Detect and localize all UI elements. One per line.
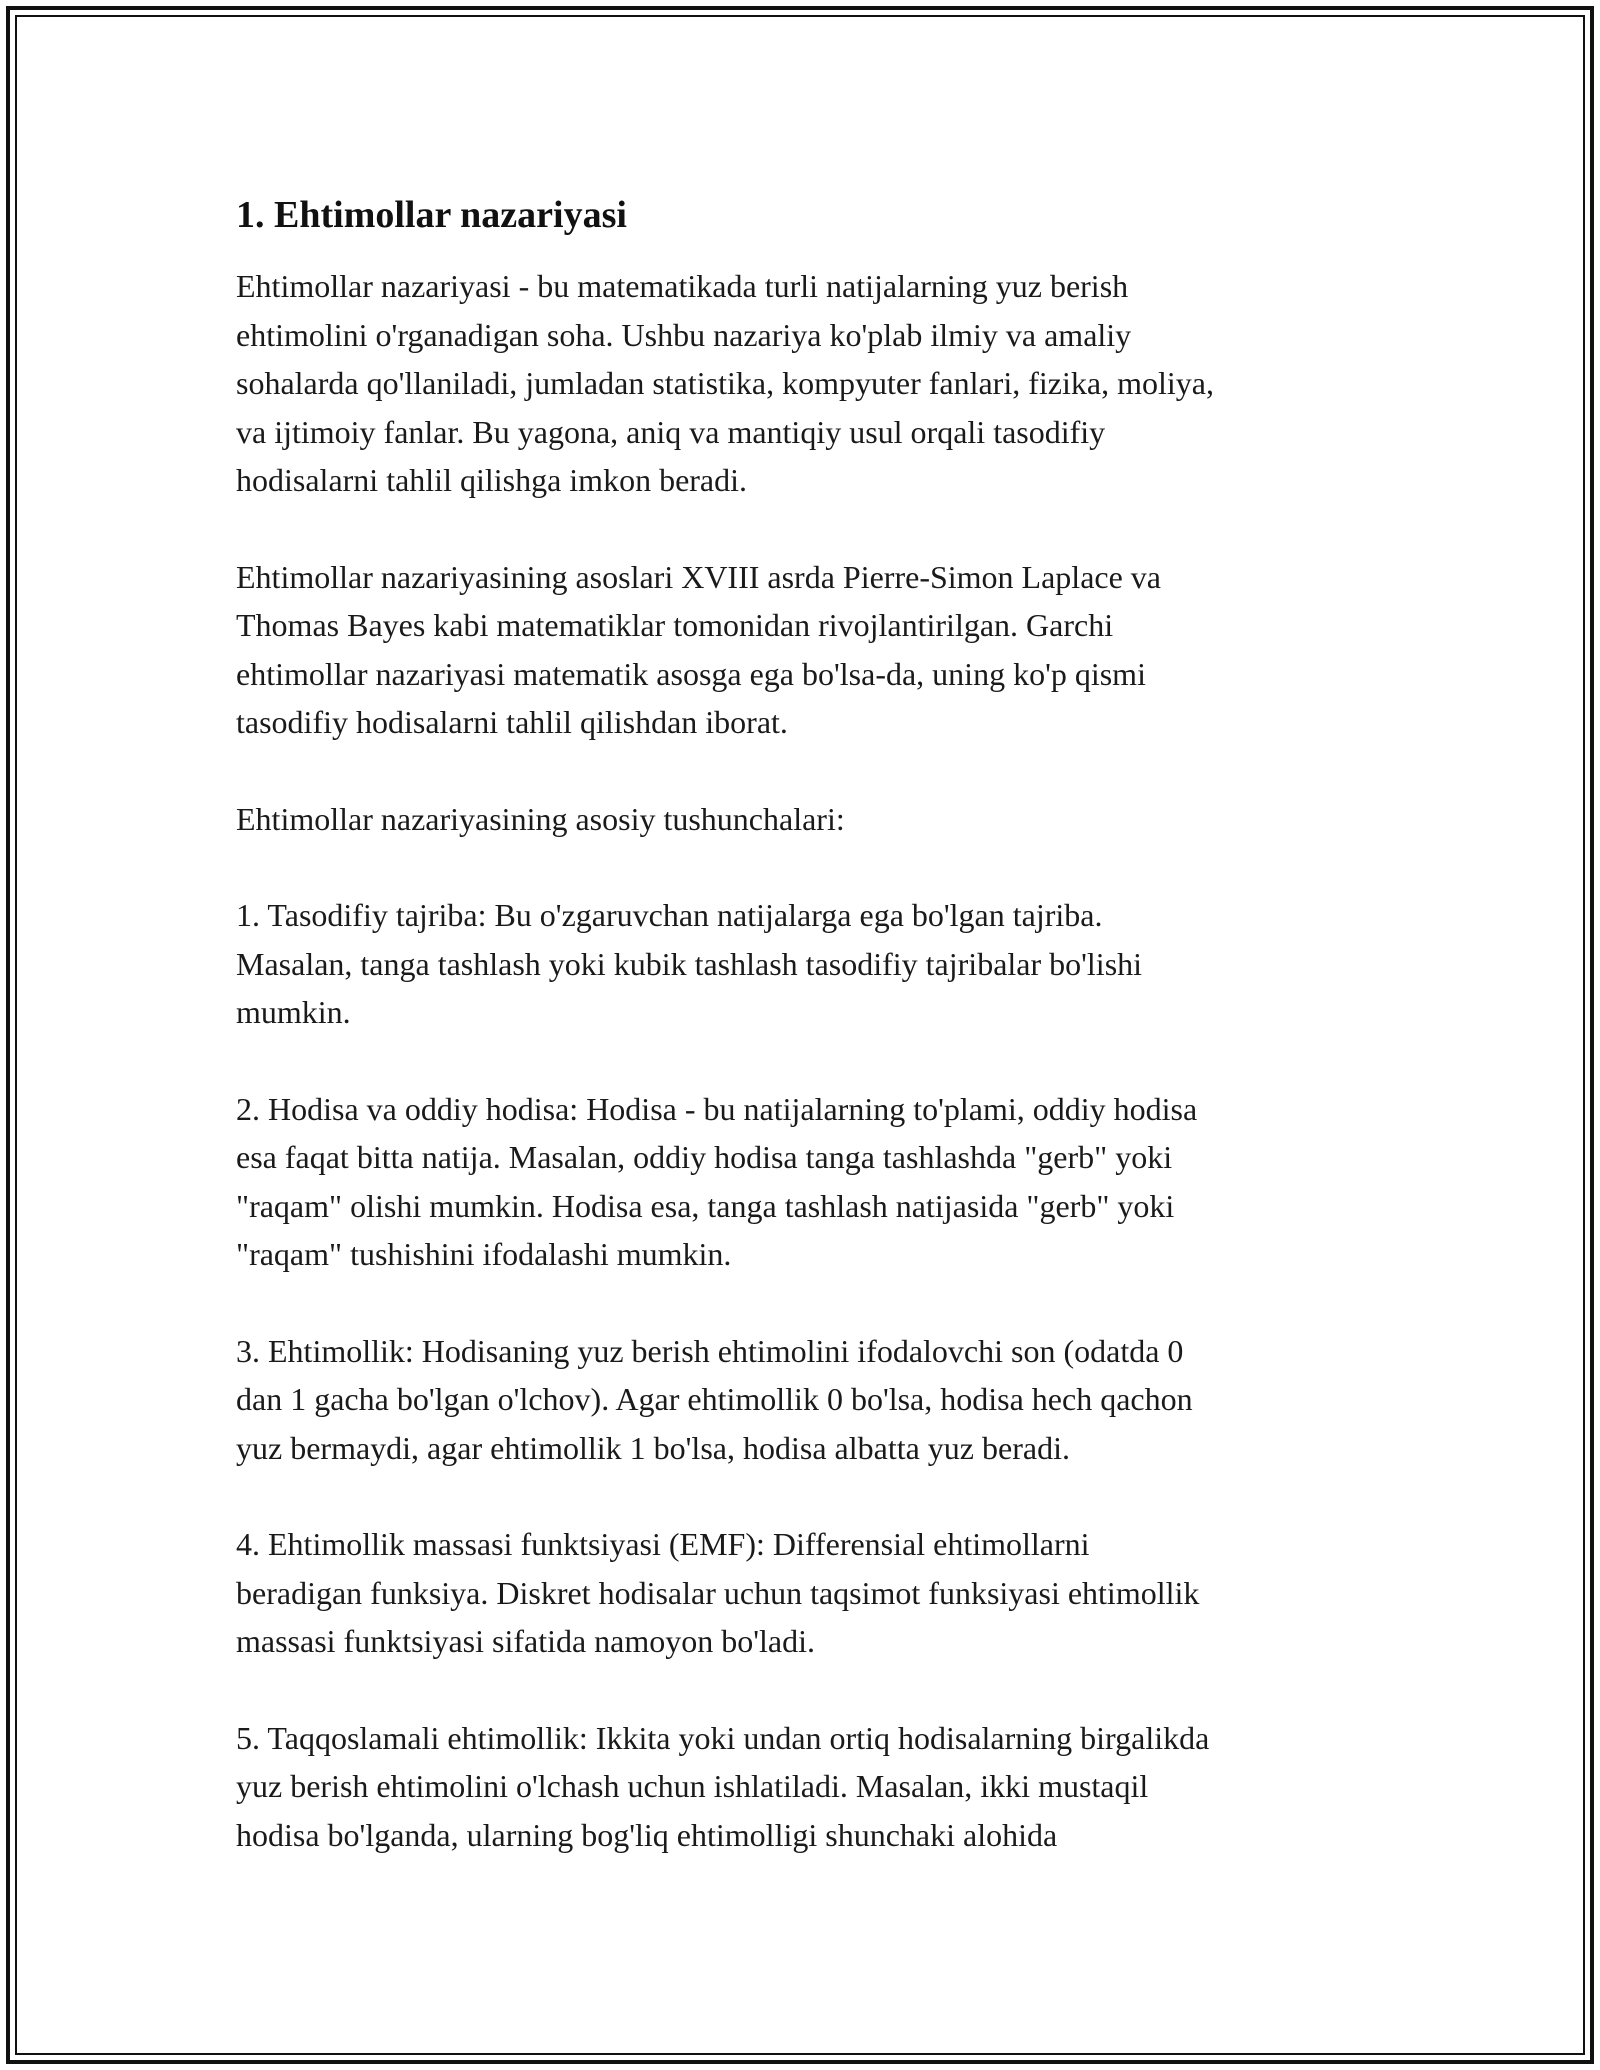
list-item-random-experiment: 1. Tasodifiy tajriba: Bu o'zgaruvchan natijalarga ega bo'lgan tajriba. Masalan, tanga tashlash yoki kubik tashlash tasodifiy tajribalar bo'lishi mumkin. bbox=[236, 897, 1143, 1030]
section-title: 1. Ehtimollar nazariyasi bbox=[236, 194, 627, 236]
paragraph-concepts-heading: Ehtimollar nazariyasining asosiy tushunchalari: bbox=[236, 800, 845, 837]
list-item-event: 2. Hodisa va oddiy hodisa: Hodisa - bu natijalarning to'plami, oddiy hodisa esa faqat bitta natija. Masalan, oddiy hodisa tanga tashlashda "gerb" yoki "raqam" olishi mumkin. Hodisa esa, tanga tashlash natijasida "gerb" yoki "raqam" tushishini ifodalashi mumkin. bbox=[236, 1090, 1198, 1272]
list-item-probability: 3. Ehtimollik: Hodisaning yuz berish ehtimolini ifodalovchi son (odatda 0 dan 1 gacha bo'lgan o'lchov). Agar ehtimollik 0 bo'lsa, hodisa hech qachon yuz bermaydi, agar ehtimollik 1 bo'lsa, hodisa albatta yuz beradi. bbox=[236, 1332, 1193, 1466]
list-item-joint-probability: 5. Taqqoslamali ehtimollik: Ikkita yoki undan ortiq hodisalarning birgalikda yuz berish ehtimolini o'lchash uchun ishlatiladi. Masalan, ikki mustaqil hodisa bo'lganda, ularning bog'liq ehtimolligi shunchaki alohida bbox=[236, 1719, 1210, 1853]
list-item-pmf: 4. Ehtimollik massasi funktsiyasi (EMF): Differensial ehtimollarni beradigan funksiya. Diskret hodisalar uchun taqsimot funksiyasi ehtimollik massasi funktsiyasi sifatida namoyon bo'ladi. bbox=[236, 1526, 1200, 1659]
paragraph-history: Ehtimollar nazariyasining asoslari XVIII asrda Pierre-Simon Laplace va Thomas Bayes kabi matematiklar tomonidan rivojlantirilgan. Garchi ehtimollar nazariyasi matematik asosga ega bo'lsa-da, uning ko'p qismi tasodifiy hodisalarni tahlil qilishdan iborat. bbox=[236, 558, 1161, 740]
document-body bbox=[236, 190, 1386, 1859]
paragraph-introduction: Ehtimollar nazariyasi - bu matematikada turli natijalarning yuz berish ehtimolini o'rganadigan soha. Ushbu nazariya ko'plab ilmiy va amaliy sohalarda qo'llaniladi, jumladan statistika, kompyuter fanlari, fizika, moliya, va ijtimoiy fanlar. Bu yagona, aniq va mantiqiy usul orqali tasodifiy hodisalarni tahlil qilishga imkon beradi. bbox=[236, 268, 1214, 498]
